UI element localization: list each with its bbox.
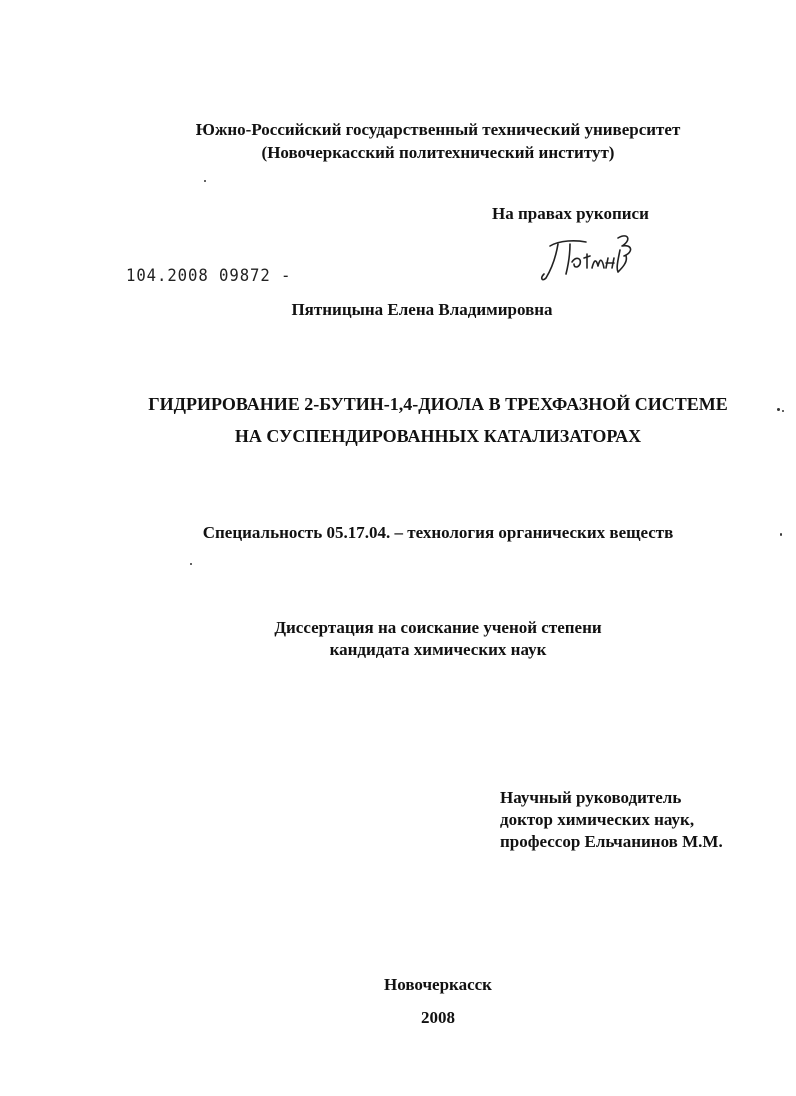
scan-speck: [782, 410, 784, 412]
dissertation-title-line-2: НА СУСПЕНДИРОВАННЫХ КАТАЛИЗАТОРАХ: [234, 426, 642, 446]
city: Новочеркасск: [384, 975, 492, 994]
advisor-name: профессор Ельчанинов М.М.: [500, 832, 723, 851]
scan-speck: [190, 563, 192, 565]
author-name: Пятницына Елена Владимировна: [291, 300, 553, 319]
manuscript-note: На правах рукописи: [492, 204, 649, 223]
registration-stamp: 104.2008 09872 -: [126, 266, 292, 286]
scan-speck: [204, 180, 206, 182]
scan-speck: [777, 408, 780, 411]
degree-line-2: кандидата химических наук: [329, 640, 547, 659]
speciality: Специальность 05.17.04. – технология органических веществ: [202, 523, 674, 542]
advisor-degree: доктор химических наук,: [500, 810, 695, 829]
institute-name: (Новочеркасский политехнический институт): [261, 143, 615, 162]
dissertation-title-line-1: ГИДРИРОВАНИЕ 2-БУТИН-1,4-ДИОЛА В ТРЕХФАЗНОЙ СИСТЕМЕ: [148, 394, 728, 414]
year: 2008: [421, 1008, 455, 1027]
scan-speck: [780, 533, 782, 536]
advisor-role: Научный руководитель: [500, 788, 682, 807]
degree-line-1: Диссертация на соискание ученой степени: [274, 618, 602, 637]
university-name: Южно-Российский государственный технический университет: [195, 120, 681, 139]
handwritten-signature: [536, 228, 646, 288]
